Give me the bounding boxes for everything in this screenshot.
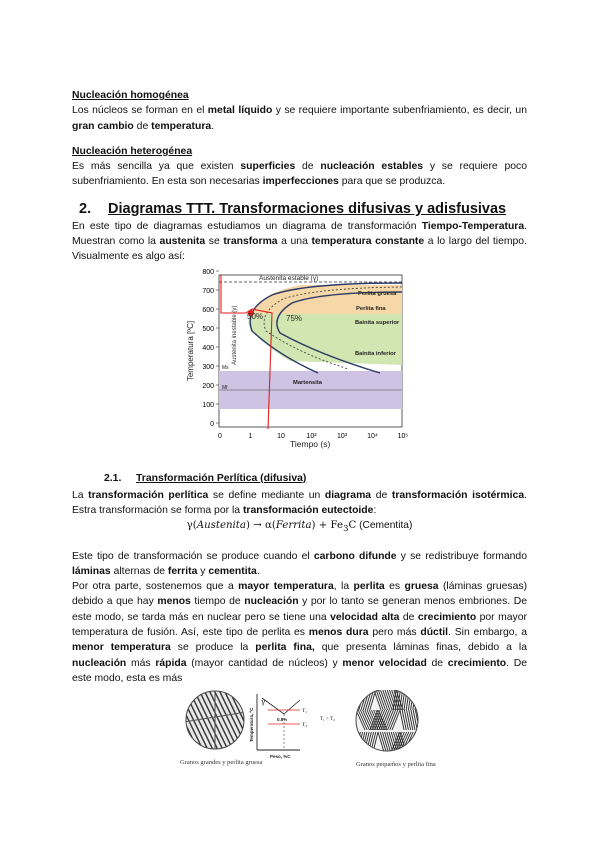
- y-tick-label: 0: [210, 420, 214, 428]
- heading-nucleacion-homogenea: Nucleación homogénea: [72, 90, 189, 101]
- perlita-gruesa-label: Perlita gruesa: [358, 290, 397, 297]
- lamella: [352, 690, 358, 710]
- document-page: [72, 88, 527, 772]
- ttt-diagram-figure: [0, 269, 600, 469]
- lamella: [353, 732, 358, 752]
- paragraph-homogenea: Los núcleos se forman en el metal líquido y se requiere importante subenfriamiento, es decir, un gran cambio de temperatura.: [72, 105, 527, 132]
- phase-diagram-inset: [249, 694, 335, 759]
- bainita-superior-label: Bainita superior: [355, 319, 400, 326]
- mf-label: Mf: [222, 384, 228, 391]
- x-tick-label: 10⁴: [367, 432, 378, 440]
- x-axis-label: Tiempo (s): [290, 438, 331, 449]
- paragraph-section-2: En este tipo de diagramas estudiamos un diagrama de transformación Tiempo-Temperatura. Muestran como la austenita se transforma a una temperatura constante a lo largo del tiempo. Visualmente es algo así:: [72, 220, 527, 263]
- martensita-label: Martensita: [293, 379, 322, 386]
- bainita-inferior-label: Bainita inferior: [355, 350, 396, 357]
- austenita-estable-label: Austenita estable (γ): [259, 274, 319, 282]
- pct75-label: 75%: [286, 313, 303, 323]
- perlita-fina-label: Perlita fina: [356, 305, 386, 312]
- x-tick-label: 0: [218, 432, 222, 440]
- temperature-relation: T₁ > T₂: [320, 717, 335, 723]
- eutectoid-formula: γ(Austenita) → α(Ferrita) + $Fe_3C$ (Cementita): [186, 519, 413, 534]
- t1-label: T₁: [302, 708, 308, 715]
- y-tick-label: 400: [202, 344, 214, 352]
- section-2-1-heading: 2.1. Transformación Perlítica (difusiva): [104, 472, 307, 484]
- lamella: [351, 732, 356, 752]
- paragraph-difusion-carbono: Este tipo de transformación se produce cuando el carbono difunde y se redistribuye formando láminas alternas de ferrita y cementita.: [72, 550, 527, 577]
- paragraph-heterogenea: Es más sencilla ya que existen superficies de nucleación estables y se requiere poco subenfriamiento. En esta son necesarias imperfecciones para que se produzca.: [72, 161, 527, 188]
- lamella: [154, 690, 184, 752]
- y-tick-label: 600: [202, 306, 214, 314]
- lamella: [159, 690, 189, 752]
- heading-nucleacion-heterogenea: Nucleación heterogénea: [72, 145, 193, 157]
- x-tick-label: 10⁵: [397, 432, 409, 440]
- phase-xlabel: Peso, %C: [270, 754, 291, 760]
- pct50-label: 50%: [247, 311, 264, 321]
- y-tick-label: 100: [202, 401, 214, 409]
- perlite-microstructures: [0, 690, 600, 772]
- phase-ylabel: Temperatura, ºC: [249, 707, 254, 743]
- lamella: [350, 690, 356, 710]
- left-caption: Granos grandes y perlita gruesa: [180, 759, 263, 767]
- y-axis-ticks: [202, 269, 219, 428]
- x-tick-label: 10³: [336, 432, 348, 440]
- paragraph-section-2-1-intro: La transformación perlítica se define mediante un diagrama de transformación isotérmica. Estra transformación se forma por la transformación eutectoide:: [72, 489, 527, 517]
- right-caption: Granos pequeños y perlita fina: [356, 761, 436, 769]
- t2-label: T₂: [302, 722, 308, 729]
- section-2-heading: 2. Diagramas TTT. Transformaciones difusivas y adisfusivas: [79, 200, 507, 217]
- paragraph-perlita-gruesa-fina: Por otra parte, sostenemos que a mayor temperatura, la perlita es gruesa (láminas gruesas) debido a que hay menos tiempo de nucleación y por lo tanto se generan menos embriones. De este modo, se tarda más en nuclear pero se tiene una velocidad alta de crecimiento por mayor temperatura de fusión. Así, este tipo de perlita es menos dura pero más dúctil. Sin embargo, a menor temperatura se produce la perlita fina, que presenta láminas finas, debido a la nucleación más rápida (mayor cantidad de núcleos) y menor velocidad de crecimiento. De este modo, esta es más: [72, 581, 528, 684]
- ttt-diagram: [0, 269, 600, 469]
- lamella: [420, 710, 424, 730]
- pct-label: 0.8%: [277, 717, 288, 723]
- y-axis-label: Temperatura [ºC]: [186, 320, 195, 381]
- gamma-label: γ: [261, 698, 266, 707]
- y-tick-label: 300: [202, 363, 214, 371]
- y-tick-label: 800: [202, 268, 214, 276]
- x-tick-label: 1: [248, 432, 253, 440]
- austenita-inestable-label: Austenita inestable (γ): [232, 305, 238, 365]
- y-tick-label: 200: [202, 382, 214, 390]
- perlite-microstructure-figure: [0, 690, 600, 772]
- ms-label: Ms: [222, 364, 229, 371]
- x-tick-label: 10: [277, 432, 285, 440]
- y-tick-label: 500: [202, 325, 214, 333]
- x-tick-label: 10²: [306, 432, 317, 440]
- fine-perlite-micrograph: [350, 690, 424, 752]
- y-tick-label: 700: [202, 287, 214, 295]
